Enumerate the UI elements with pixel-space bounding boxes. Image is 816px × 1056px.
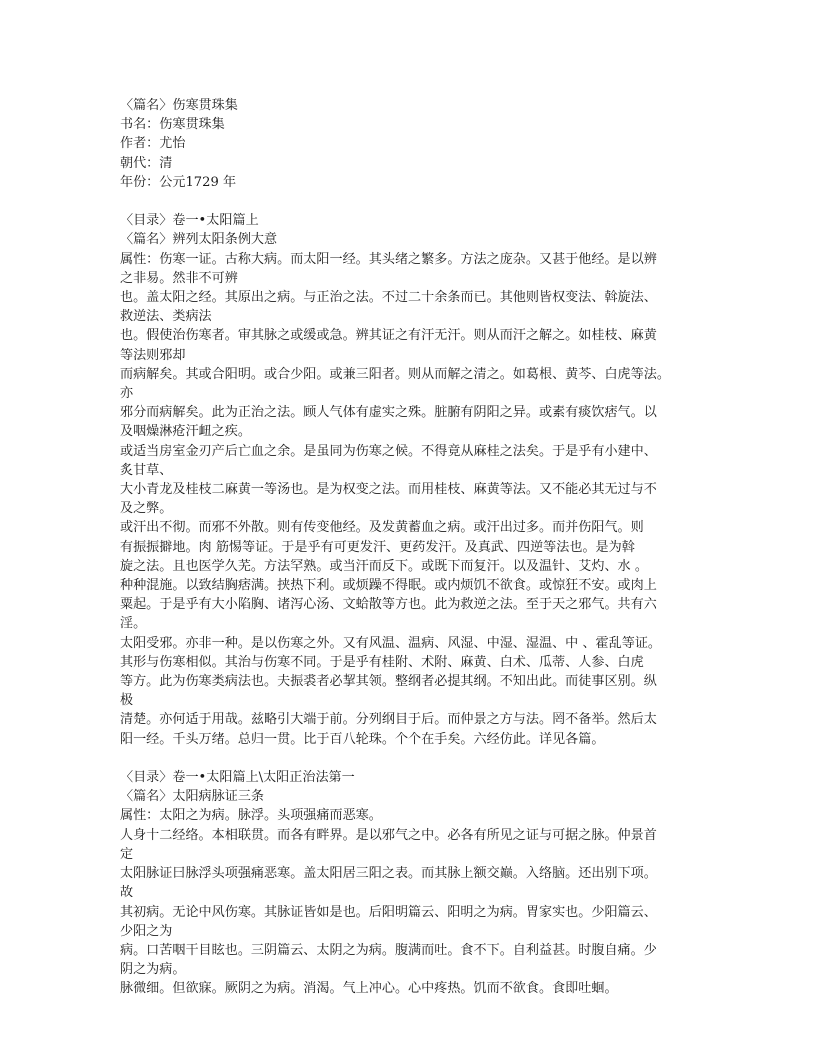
text-line: 邪分而病解矣。此为正治之法。顾人气体有虚实之殊。脏腑有阴阳之异。或素有痰饮痞气。以: [120, 405, 657, 421]
toc-line: 〈目录〉卷一•太阳篇上: [120, 213, 259, 229]
text-line: 人身十二经络。本相联贯。而各有畔界。是以邪气之中。必各有所见之证与可据之脉。仲景首: [120, 827, 657, 843]
text-line: 故: [120, 885, 134, 901]
text-line: 少阳之为: [120, 923, 173, 939]
author-line: 作者：尤怡: [120, 136, 186, 152]
text-line: 旋之法。且也医学久芜。方法罕熟。或当汗而反下。或既下而复汗。以及温针、艾灼、水 。: [120, 558, 648, 574]
text-line: 也。盖太阳之经。其原出之病。与正治之法。不过二十余条而已。其他则皆权变法、斡旋法、: [120, 290, 657, 306]
text-line: 病。口苦咽干目眩也。三阴篇云、太阴之为病。腹满而吐。食不下。自利益甚。时腹自痛。少: [120, 942, 657, 958]
toc-line: 〈目录〉卷一•太阳篇上\太阳正治法第一: [120, 770, 355, 786]
section-general-principles: [120, 211, 700, 749]
text-line: 之非易。然非不可辨: [120, 270, 238, 286]
text-line: 炙甘草、: [120, 462, 173, 478]
text-line: 属性：伤寒一证。古称大病。而太阳一经。其头绪之繁多。方法之庞杂。又甚于他经。是以辨: [120, 251, 657, 267]
text-line: 其初病。无论中风伤寒。其脉证皆如是也。后阳明篇云、阳明之为病。胃家实也。少阳篇云、: [120, 904, 657, 920]
text-line: 及咽燥淋疮汗衄之疾。: [120, 424, 251, 440]
text-line: 有振振擗地。肉 筋惕等证。于是乎有可更发汗、更药发汗。及真武、四逆等法也。是为斡: [120, 539, 635, 555]
text-line: 属性：太阳之为病。脉浮。头项强痛而恶寒。: [120, 808, 382, 824]
text-line: 救逆法、类病法: [120, 309, 212, 325]
text-line: 而病解矣。其或合阳明。或合少阳。或兼三阳者。则从而解之清之。如葛根、黄芩、白虎等法。: [120, 366, 670, 382]
section-spacer: [120, 192, 700, 211]
text-line: 太阳脉证曰脉浮头项强痛恶寒。盖太阳居三阳之表。而其脉上额交巅。入络脑。还出别下项。: [120, 866, 657, 882]
text-line: 定: [120, 846, 134, 862]
text-line: 等方。此为伤寒类病法也。夫振裘者必挈其领。整纲者必提其纲。不知出此。而徒事区别。纵: [120, 674, 657, 690]
section-spacer: [120, 749, 700, 768]
text-line: 淫。: [120, 616, 147, 632]
text-line: 大小青龙及桂枝二麻黄一等汤也。是为权变之法。而用桂枝、麻黄等法。又不能必其无过与不: [120, 482, 657, 498]
chapter-title-line: 〈篇名〉太阳病脉证三条: [120, 789, 265, 805]
text-line: 极: [120, 693, 134, 709]
text-line: 等法则邪却: [120, 347, 186, 363]
document-body: [120, 96, 700, 999]
text-line: 清楚。亦何适于用哉。兹略引大端于前。分列纲目于后。而仲景之方与法。罔不备举。然后太: [120, 712, 657, 728]
text-line: 亦: [120, 386, 134, 402]
text-line: 也。假使治伤寒者。审其脉之或缓或急。辨其证之有汗无汗。则从而汗之解之。如桂枝、麻黄: [120, 328, 657, 344]
text-line: 及之弊。: [120, 501, 173, 517]
text-line: 其形与伤寒相似。其治与伤寒不同。于是乎有桂附、术附、麻黄、白术、瓜蒂、人参、白虎: [120, 654, 644, 670]
dynasty-line: 朝代：清: [120, 155, 173, 171]
text-line: 或汗出不彻。而邪不外散。则有传变他经。及发黄蓄血之病。或汗出过多。而并伤阳气。则: [120, 520, 644, 536]
text-line: 阳一经。千头万绪。总归一贯。比于百八轮珠。个个在手矣。六经仿此。详见各篇。: [120, 731, 605, 747]
book-name-line: 书名：伤寒贯珠集: [120, 117, 225, 133]
text-line: 阴之为病。: [120, 962, 186, 978]
header-block: [120, 96, 700, 192]
text-line: 脉微细。但欲寐。厥阴之为病。消渴。气上冲心。心中疼热。饥而不欲食。食即吐蛔。: [120, 981, 618, 997]
chapter-title-line: 〈篇名〉辨列太阳条例大意: [120, 232, 278, 248]
title-line: 〈篇名〉伤寒贯珠集: [120, 98, 238, 113]
section-taiyang-pulse: [120, 768, 700, 998]
text-line: 粟起。于是乎有大小陷胸、诸泻心汤、文蛤散等方也。此为救逆之法。至于天之邪气。共有六: [120, 597, 657, 613]
text-line: 种种混施。以致结胸痞满。挟热下利。或烦躁不得眠。或内烦饥不欲食。或惊狂不安。或肉上: [120, 578, 657, 594]
text-line: 或适当房室金刃产后亡血之余。是虽同为伤寒之候。不得竟从麻桂之法矣。于是乎有小建中、: [120, 443, 657, 459]
text-line: 太阳受邪。亦非一种。是以伤寒之外。又有风温、温病、风湿、中湿、湿温、中 、霍乱等证。: [120, 635, 662, 651]
year-line: 年份：公元1729 年: [120, 174, 237, 190]
